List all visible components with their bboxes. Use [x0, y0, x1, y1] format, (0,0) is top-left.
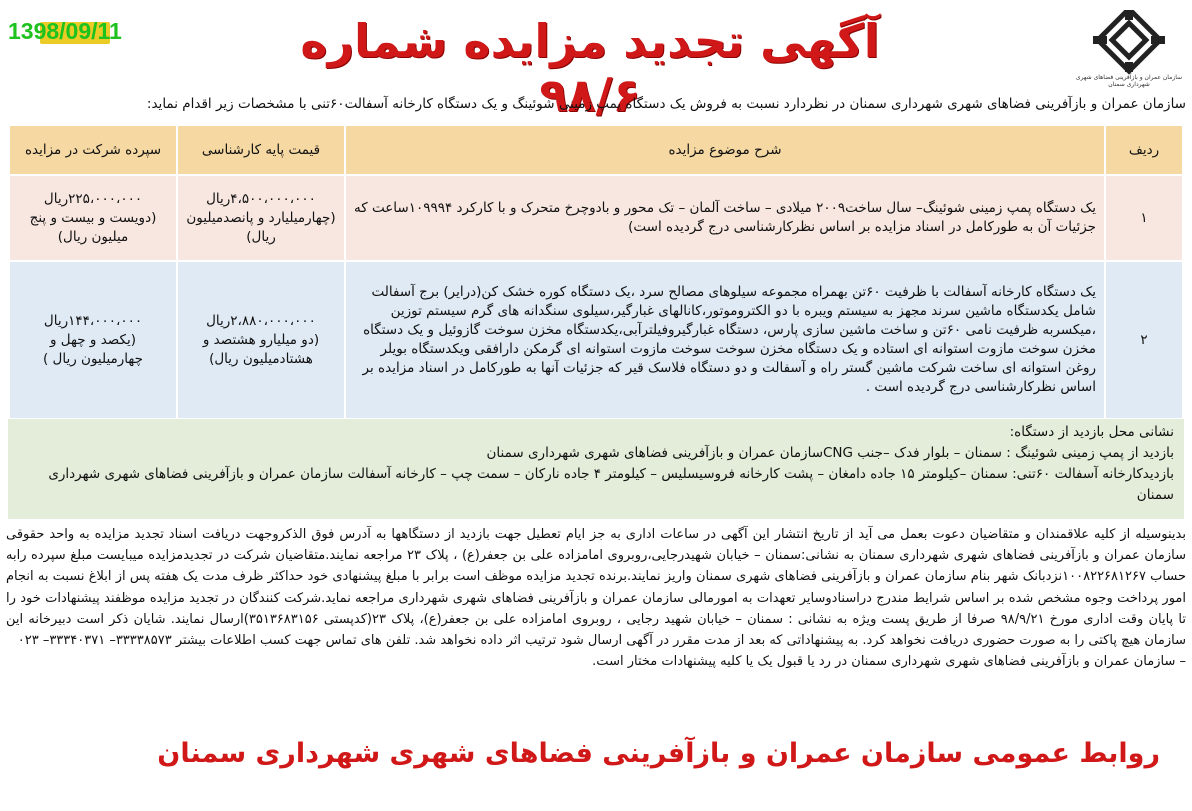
terms-paragraph: بدینوسیله از کلیه علاقمندان و متقاضیان دعوت بعمل می آید از تاریخ انتشار این آگهی در ساعات اداری به جز ایام تعطیل جهت بازدید از دستگاهها به آدرس فوق الذکروجهت دریافت اسناد تجدید مزایده به واحد حقوقی سازمان عمران و بازآفرینی فضاهای شهری شهرداری سمنان به نشانی:سمنان – خیابان شهیدرجایی،روبروی امامزاده علی بن جعفر(ع) ، پلاک ۲۳ مراجعه نمایند.متقاضیان شرکت در تجدیدمزایده میبایست مبلغ سپرده رابه حساب ۱۰۰۸۲۲۶۸۱۲۶۷نزدبانک شهر بنام سازمان عمران و بازآفرینی فضاهای شهری سمنان واریز نمایند.برنده تجدید مزایده موظف است برابر با مبلغ پیشنهادی خود حداکثر ظرف مدت یک هفته پس از ابلاغ نسبت به انجام امور پرداخت وجوه مشخص شده بر اساس شرایط مندرج دراسنادوسایر تعهدات به امورمالی سازمان عمران و بازآفرینی فضاهای شهری شهرداری مراجعه نماید.شرکت کنندگان در تجدید مزایده موظفند پیشنهادات خود را تا پایان وقت اداری مورخ ۹۸/۹/۲۱ صرفا از طریق پست ویژه به نشانی : سمنان – خیابان شهید رجایی ، روبروی امامزاده علی بن جعفر(ع)، پلاک ۲۳(کدپستی ۳۵۱۳۶۸۳۱۵۶)ارسال نمایند. شایان ذکر است دبیرخانه این سازمان هیچ پاکتی را به صورت حضوری دریافت نخواهد کرد. به پیشنهاداتی که بعد از مدت مقرر در آگهی ارسال شود ترتیب اثر داده نخواهد شد. تلفن های تماس جهت کسب اطلاعات بیشتر ۳۳۳۳۸۵۷۳– ۳۳۳۴۰۳۷۱– ۰۲۳ — [6, 527, 1187, 649]
deposit-words: (دویست و بیست و پنج میلیون ریال) — [29, 209, 157, 245]
header-base-price: قیمت پایه کارشناسی — [177, 125, 345, 175]
page-title: آگهی تجدید مزایده شماره ۹۸/۶ — [300, 14, 880, 122]
visit-address-section — [8, 419, 1184, 519]
base-price-cell — [177, 175, 345, 261]
auction-items-table — [8, 124, 1184, 420]
row-number: ۱ — [1105, 175, 1183, 261]
item-description: یک دستگاه کارخانه آسفالت با ظرفیت ۶۰تن بهمراه مجموعه سیلوهای مصالح سرد ،یک دستگاه کوره خشک کن(درایر) برج آسفالت شامل یکدستگاه ماشین سرند مجهز به سیستم ویبره با دو الکتروموتور،کانالهای غبارگیر،سیلوی سنگدانه های گرم سیستم توزین ،میکسربه ظرفیت نامی ۶۰تن و ساخت ماشین سازی پارس، دستگاه غبارگیروفیلترآبی،یکدستگاه مخزن سوخت گازوئیل و یک دستگاه مخزن سوخت مازوت استوانه ای استاده و یک دستگاه مخزن سوخت سوخت مازوت استوانه ای گرمکن دارافقی ویکدستگاه بویلر روغن استوانه ای ساخت شرکت ماشین گستر راه و آسفالت و دو دستگاه فلاسک قیر که جزئیات آنها به طورکامل در اسناد مزایده بر اساس نظرکارشناسی درج گردیده است . — [345, 261, 1105, 419]
base-price-amount: ۴،۵۰۰،۰۰۰،۰۰۰ریال — [206, 190, 316, 207]
logo-caption: سازمان عمران و بازآفرینی فضاهای شهری شهرداری سمنان — [1075, 74, 1183, 88]
base-price-words: (چهارمیلیارد و پانصدمیلیون ریال) — [186, 209, 336, 245]
address-heading: نشانی محل بازدید از دستگاه: — [1009, 424, 1174, 440]
intro-text: سازمان عمران و بازآفرینی فضاهای شهری شهرداری سمنان در نظردارد نسبت به فروش یک دستگاه پمپ زمینی شوئینگ و یک دستگاه کارخانه آسفالت۶۰تنی با مشخصات زیر اقدام نماید: — [146, 96, 1186, 112]
deposit-cell — [9, 261, 177, 419]
base-price-cell — [177, 261, 345, 419]
item-description: یک دستگاه پمپ زمینی شوئینگ– سال ساخت۲۰۰۹ میلادی – ساخت آلمان – تک محور و بادوچرخ متحرک و با کارکرد ۱۰۹۹۹۴ساعت که جزئیات آن به طورکامل در اسناد مزایده بر اساس نظرکارشناسی درج گردیده است) — [345, 175, 1105, 261]
header-deposit: سپرده شرکت در مزایده — [9, 125, 177, 175]
address-line-asphalt-plant: بازدیدکارخانه آسفالت ۶۰تنی: سمنان –کیلومتر ۱۵ جاده دامغان – پشت کارخانه فروسیسلیس – کیلومتر ۴ جاده نارکان – سمت چپ – کارخانه آسفالت سازمان عمران و بازآفرینی فضاهای شهری شهرداری سمنان — [48, 466, 1174, 503]
table-header-row — [9, 125, 1183, 175]
terms-note: – سازمان عمران و بازآفرینی فضاهای شهری شهرداری سمنان در رد یا قبول یک یا کلیه پیشنهادات مختار است. — [592, 654, 1186, 670]
publish-date-badge — [8, 18, 122, 45]
deposit-amount: ۱۴۴،۰۰۰،۰۰۰ریال — [43, 312, 143, 329]
deposit-amount: ۲۲۵،۰۰۰،۰۰۰ریال — [43, 190, 143, 207]
deposit-cell — [9, 175, 177, 261]
terms-section — [6, 524, 1186, 672]
address-line-pump: بازدید از پمپ زمینی شوئینگ : سمنان – بلوار فدک –جنب CNGسازمان عمران و بازآفرینی فضاهای شهری شهرداری سمنان — [486, 445, 1174, 461]
base-price-words: (دو میلیارو هشتصد و هشتادمیلیون ریال) — [202, 331, 320, 367]
row-number: ۲ — [1105, 261, 1183, 419]
base-price-amount: ۲،۸۸۰،۰۰۰،۰۰۰ریال — [206, 312, 316, 329]
publish-date: 1398/09/11 — [8, 18, 122, 44]
header-description: شرح موضوع مزایده — [345, 125, 1105, 175]
deposit-words: (یکصد و چهل و چهارمیلیون ریال ) — [43, 331, 143, 367]
footer-signature: روابط عمومی سازمان عمران و بازآفرینی فضاهای شهری شهرداری سمنان — [157, 738, 1160, 769]
header-row-number: ردیف — [1105, 125, 1183, 175]
table-row — [9, 261, 1183, 419]
table-row — [9, 175, 1183, 261]
